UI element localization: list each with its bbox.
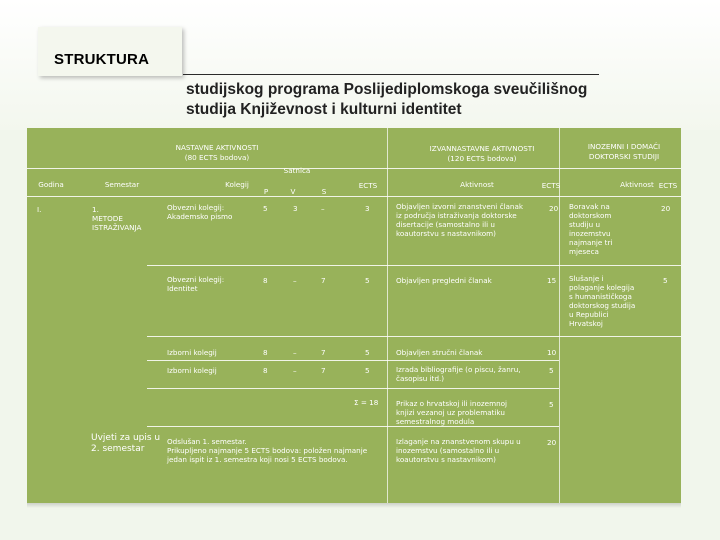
- col-ects-3: ECTS: [658, 181, 678, 190]
- godina-value: I.: [37, 205, 42, 214]
- structure-table: [27, 128, 681, 503]
- subtitle-line-2: studija Književnost i kulturni identitet: [186, 101, 462, 118]
- column-header-divider: [27, 196, 681, 197]
- row-divider-2: [147, 336, 681, 337]
- row-divider-5: [147, 426, 559, 427]
- row4-v: –: [293, 366, 297, 375]
- row2-p: 8: [263, 276, 268, 285]
- inozemni-header-2: DOKTORSKI STUDIJI: [588, 152, 660, 161]
- semestar-name-2: ISTRAŽIVANJA: [92, 223, 142, 232]
- row1-ino-4: inozemstvu: [569, 229, 611, 238]
- row2-kolegij-1: Obvezni kolegij:: [167, 275, 225, 284]
- nastavne-header: NASTAVNE AKTIVNOSTI: [175, 143, 259, 152]
- row2-ino-3: s humanističkoga: [569, 292, 632, 301]
- row2-s: 7: [321, 276, 326, 285]
- row5-akt-1: Prikaz o hrvatskoj ili inozemnoj: [396, 399, 508, 408]
- row4-p: 8: [263, 366, 268, 375]
- header-divider: [27, 168, 681, 169]
- row2-ino-2: polaganje kolegija: [569, 283, 635, 292]
- row-divider-3: [147, 360, 559, 361]
- row1-ino-ects: 20: [661, 204, 671, 213]
- row3-s: 7: [321, 348, 326, 357]
- row1-ino-3: studiju u: [569, 220, 601, 229]
- col-ects: ECTS: [358, 181, 378, 190]
- semestar-number: 1.: [92, 205, 99, 214]
- row4-akt-2: časopisu itd.): [396, 374, 445, 383]
- row4-akt-ects: 5: [549, 366, 554, 375]
- row6-akt-ects: 20: [547, 438, 557, 447]
- col-p: P: [263, 187, 269, 196]
- row2-kolegij-2: Identitet: [167, 284, 198, 293]
- row1-ects: 3: [365, 204, 370, 213]
- slide-subtitle: [186, 80, 626, 120]
- uvjet-label-2: 2. semestar: [91, 444, 145, 454]
- semestar-name-1: METODE: [92, 214, 123, 223]
- row2-akt: Objavljen pregledni članak: [396, 276, 492, 285]
- row4-kolegij: Izborni kolegij: [167, 366, 217, 375]
- panel-shadow: [27, 503, 681, 508]
- row2-ino-5: u Republici: [569, 310, 609, 319]
- row5-akt-2: knjizi vezanoj uz problematiku: [396, 408, 505, 417]
- row1-akt-ects: 20: [549, 204, 559, 213]
- row3-v: –: [293, 348, 297, 357]
- row2-ino-ects: 5: [663, 276, 668, 285]
- col-aktivnost: Aktivnost: [460, 180, 494, 189]
- row2-ino-1: Slušanje i: [569, 274, 604, 283]
- row3-ects: 5: [365, 348, 370, 357]
- row1-kolegij-1: Obvezni kolegij:: [167, 203, 225, 212]
- row3-kolegij: Izborni kolegij: [167, 348, 217, 357]
- uvjet-label-1: Uvjeti za upis u: [91, 433, 161, 443]
- row6-akt-3: koautorstvu s nastavnikom): [396, 455, 496, 464]
- col-s: S: [321, 187, 327, 196]
- row5-akt-ects: 5: [549, 400, 554, 409]
- row1-akt-3: disertacije (samostalno ili u: [396, 220, 495, 229]
- col-ects-2: ECTS: [541, 181, 561, 190]
- row6-cond-1: Odslušan 1. semestar.: [167, 437, 247, 446]
- row1-akt-2: iz područja istraživanja doktorske: [396, 211, 517, 220]
- row2-akt-ects: 15: [547, 276, 557, 285]
- inozemni-header-1: INOZEMNI I DOMAĆI: [587, 142, 661, 151]
- row6-akt-1: Izlaganje na znanstvenom skupu u: [396, 437, 521, 446]
- row-divider-1: [147, 265, 681, 266]
- row1-akt-4: koautorstvu s nastavnikom): [396, 229, 496, 238]
- row5-akt-3: semestralnog modula: [396, 417, 475, 426]
- title-rule: [183, 74, 599, 75]
- row3-akt-ects: 10: [547, 348, 557, 357]
- row3-akt: Objavljen stručni članak: [396, 348, 483, 357]
- row1-akt-1: Objavljen izvorni znanstveni članak: [396, 202, 524, 211]
- row2-ino-4: doktorskog studija: [569, 301, 636, 310]
- slide-title: STRUKTURA: [54, 51, 150, 68]
- izvan-header: IZVANNASTAVNE AKTIVNOSTI: [429, 144, 535, 153]
- row1-ino-5: najmanje tri: [569, 238, 613, 247]
- col-aktivnost-2: Aktivnost: [620, 180, 654, 189]
- row4-akt-1: Izrada bibliografije (o piscu, žanru,: [396, 365, 521, 374]
- col-semestar: Semestar: [104, 180, 140, 189]
- col-godina: Godina: [38, 180, 64, 189]
- row1-v: 3: [293, 204, 298, 213]
- subtitle-line-1: studijskog programa Poslijediplomskoga sveučilišnog: [186, 81, 588, 98]
- row2-ects: 5: [365, 276, 370, 285]
- row1-ino-2: doktorskom: [569, 211, 612, 220]
- row6-cond-2: Prikupljeno najmanje 5 ECTS bodova: položen najmanje: [167, 446, 368, 455]
- row2-ino-6: Hrvatskoj: [569, 319, 603, 328]
- row1-ino-6: mjeseca: [569, 247, 599, 256]
- col-kolegij: Kolegij: [225, 180, 249, 189]
- row-divider-4: [147, 388, 559, 389]
- row2-v: –: [293, 276, 297, 285]
- sum-value: Σ = 18: [354, 398, 379, 407]
- izvan-ects: (120 ECTS bodova): [447, 154, 517, 163]
- row1-p: 5: [263, 204, 268, 213]
- col-v: V: [290, 187, 296, 196]
- row1-s: –: [321, 204, 325, 213]
- row3-p: 8: [263, 348, 268, 357]
- section-divider-1: [387, 128, 388, 503]
- row1-kolegij-2: Akademsko pismo: [167, 212, 233, 221]
- row4-s: 7: [321, 366, 326, 375]
- row1-ino-1: Boravak na: [569, 202, 610, 211]
- row6-akt-2: inozemstvu (samostalno ili u: [396, 446, 500, 455]
- col-satnica: Satnica: [283, 166, 311, 175]
- row4-ects: 5: [365, 366, 370, 375]
- nastavne-ects: (80 ECTS bodova): [184, 153, 250, 162]
- row6-cond-3: jedan ispit iz 1. semestra koji nosi 5 ECTS bodova.: [167, 455, 348, 464]
